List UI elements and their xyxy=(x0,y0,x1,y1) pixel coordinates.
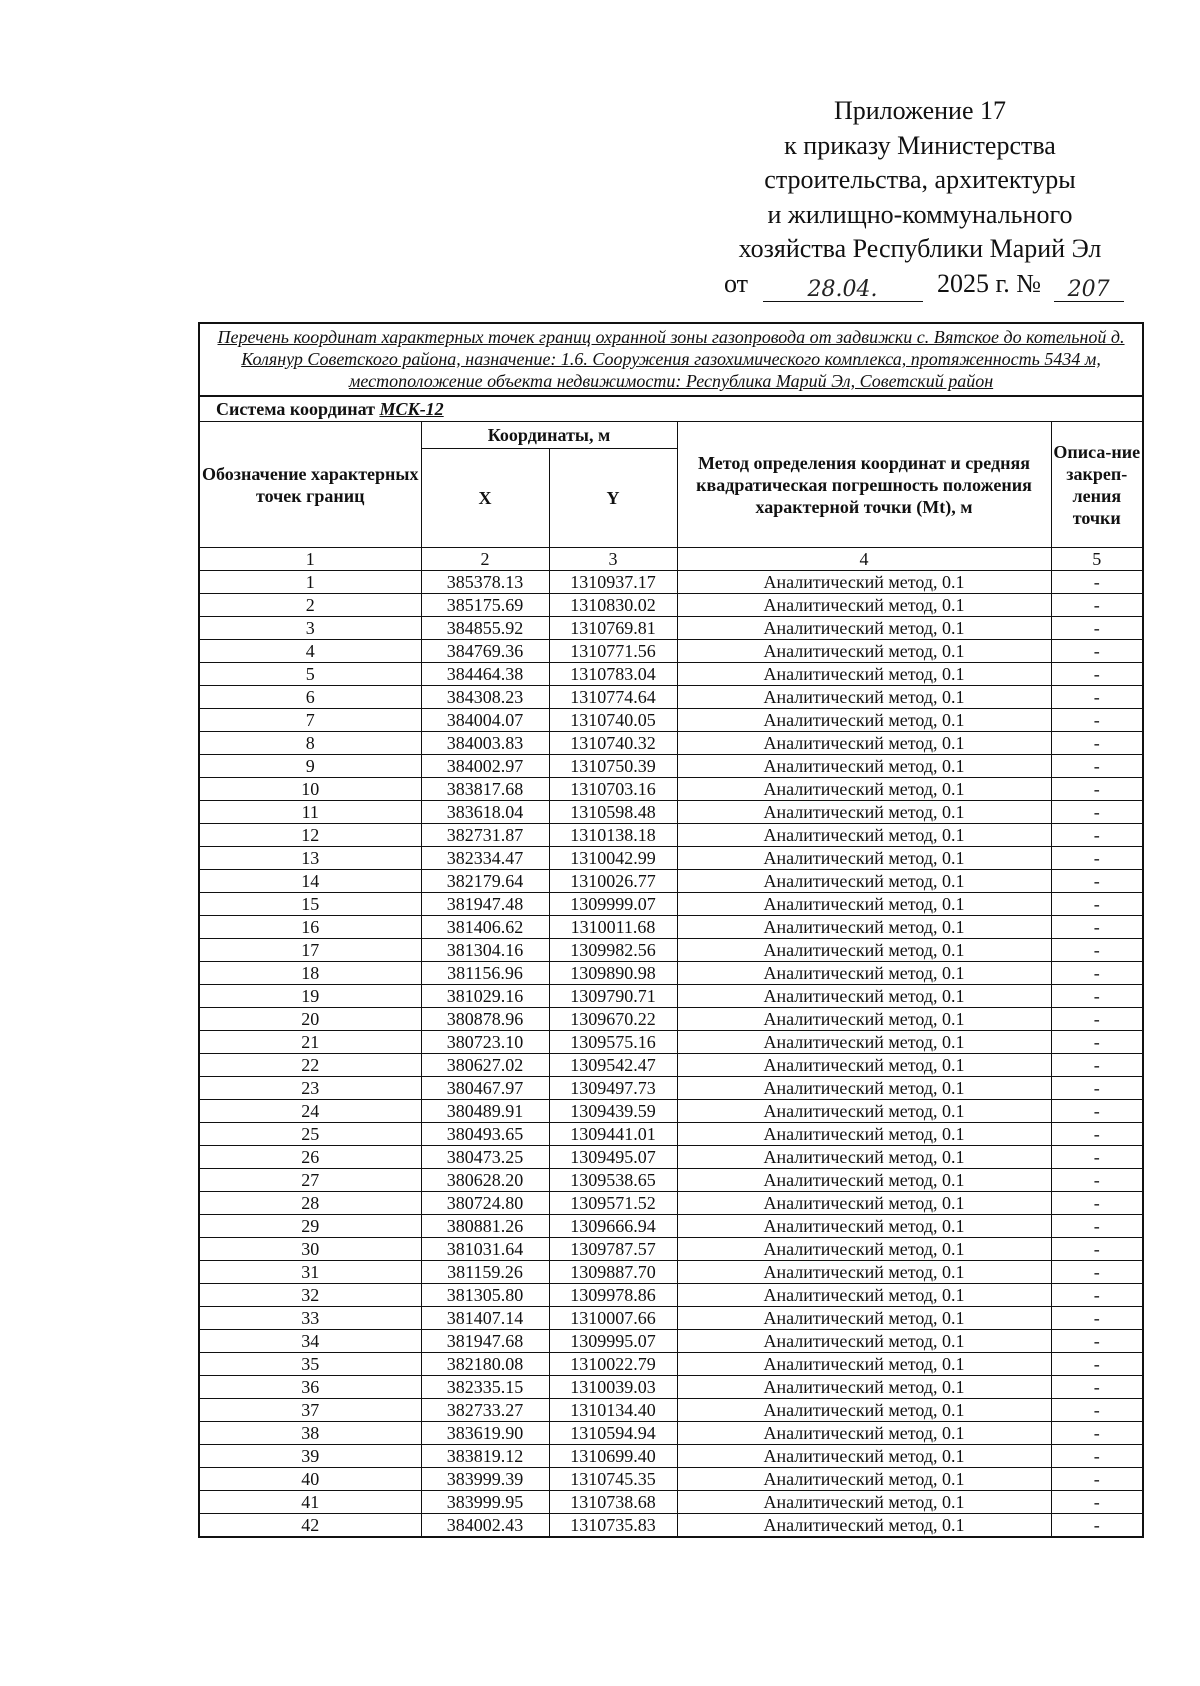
table-row xyxy=(199,1054,1143,1077)
coord-y: 1310138.18 xyxy=(549,824,677,847)
coord-x: 380881.26 xyxy=(421,1215,549,1238)
point-number: 19 xyxy=(199,985,421,1008)
coord-y: 1310738.68 xyxy=(549,1491,677,1514)
coordinates-table xyxy=(198,322,1144,1538)
description-cell: - xyxy=(1051,1192,1143,1215)
point-number: 9 xyxy=(199,755,421,778)
description-cell: - xyxy=(1051,1330,1143,1353)
coord-y: 1309790.71 xyxy=(549,985,677,1008)
coordinate-system-value: МСК-12 xyxy=(379,399,444,419)
description-cell: - xyxy=(1051,1284,1143,1307)
table-row xyxy=(199,1445,1143,1468)
coordinate-system-row xyxy=(199,396,1143,422)
description-cell: - xyxy=(1051,801,1143,824)
table-body xyxy=(199,571,1143,1538)
table-row xyxy=(199,916,1143,939)
table-row xyxy=(199,939,1143,962)
description-cell: - xyxy=(1051,709,1143,732)
coord-x: 380493.65 xyxy=(421,1123,549,1146)
method-cell: Аналитический метод, 0.1 xyxy=(677,1330,1051,1353)
table-row xyxy=(199,1376,1143,1399)
coord-x: 384308.23 xyxy=(421,686,549,709)
method-cell: Аналитический метод, 0.1 xyxy=(677,1468,1051,1491)
method-cell: Аналитический метод, 0.1 xyxy=(677,640,1051,663)
point-number: 5 xyxy=(199,663,421,686)
coord-y: 1309575.16 xyxy=(549,1031,677,1054)
table-row xyxy=(199,1077,1143,1100)
method-cell: Аналитический метод, 0.1 xyxy=(677,824,1051,847)
table-row xyxy=(199,617,1143,640)
coord-x: 385175.69 xyxy=(421,594,549,617)
description-cell: - xyxy=(1051,1054,1143,1077)
table-row xyxy=(199,594,1143,617)
method-cell: Аналитический метод, 0.1 xyxy=(677,709,1051,732)
coord-y: 1309495.07 xyxy=(549,1146,677,1169)
coord-x: 380473.25 xyxy=(421,1146,549,1169)
table-row xyxy=(199,847,1143,870)
point-number: 29 xyxy=(199,1215,421,1238)
coord-y: 1310745.35 xyxy=(549,1468,677,1491)
coord-y: 1310699.40 xyxy=(549,1445,677,1468)
description-cell: - xyxy=(1051,640,1143,663)
method-cell: Аналитический метод, 0.1 xyxy=(677,985,1051,1008)
point-number: 21 xyxy=(199,1031,421,1054)
table-row xyxy=(199,1399,1143,1422)
coord-y: 1310134.40 xyxy=(549,1399,677,1422)
appendix-line: к приказу Министерства xyxy=(784,130,1056,160)
year-and-number-label: 2025 г. № xyxy=(937,268,1042,298)
table-row xyxy=(199,801,1143,824)
method-cell: Аналитический метод, 0.1 xyxy=(677,1169,1051,1192)
method-cell: Аналитический метод, 0.1 xyxy=(677,1307,1051,1330)
point-number: 13 xyxy=(199,847,421,870)
method-cell: Аналитический метод, 0.1 xyxy=(677,732,1051,755)
coord-x: 381407.14 xyxy=(421,1307,549,1330)
coord-y: 1309999.07 xyxy=(549,893,677,916)
coord-x: 384002.97 xyxy=(421,755,549,778)
description-cell: - xyxy=(1051,571,1143,594)
point-number: 42 xyxy=(199,1514,421,1538)
coord-y: 1310783.04 xyxy=(549,663,677,686)
description-cell: - xyxy=(1051,1376,1143,1399)
method-cell: Аналитический метод, 0.1 xyxy=(677,1261,1051,1284)
coord-x: 382733.27 xyxy=(421,1399,549,1422)
point-number: 7 xyxy=(199,709,421,732)
coord-y: 1309542.47 xyxy=(549,1054,677,1077)
point-number: 11 xyxy=(199,801,421,824)
coord-y: 1310042.99 xyxy=(549,847,677,870)
coord-y: 1310026.77 xyxy=(549,870,677,893)
coord-y: 1310011.68 xyxy=(549,916,677,939)
coord-x: 380467.97 xyxy=(421,1077,549,1100)
coord-y: 1309538.65 xyxy=(549,1169,677,1192)
handwritten-date: 28.04. xyxy=(763,273,923,302)
method-cell: Аналитический метод, 0.1 xyxy=(677,1445,1051,1468)
description-cell: - xyxy=(1051,824,1143,847)
column-number: 3 xyxy=(549,548,677,571)
coord-y: 1310598.48 xyxy=(549,801,677,824)
coord-x: 384769.36 xyxy=(421,640,549,663)
method-cell: Аналитический метод, 0.1 xyxy=(677,686,1051,709)
table-row xyxy=(199,1491,1143,1514)
table-row xyxy=(199,962,1143,985)
appendix-line: строительства, архитектуры xyxy=(764,165,1076,194)
method-cell: Аналитический метод, 0.1 xyxy=(677,1008,1051,1031)
method-cell: Аналитический метод, 0.1 xyxy=(677,1146,1051,1169)
table-row xyxy=(199,778,1143,801)
description-cell: - xyxy=(1051,939,1143,962)
method-cell: Аналитический метод, 0.1 xyxy=(677,1077,1051,1100)
method-cell: Аналитический метод, 0.1 xyxy=(677,1100,1051,1123)
coord-x: 383819.12 xyxy=(421,1445,549,1468)
method-cell: Аналитический метод, 0.1 xyxy=(677,1422,1051,1445)
description-cell: - xyxy=(1051,1353,1143,1376)
point-number: 17 xyxy=(199,939,421,962)
description-cell: - xyxy=(1051,732,1143,755)
coord-x: 381156.96 xyxy=(421,962,549,985)
point-number: 35 xyxy=(199,1353,421,1376)
coord-x: 383618.04 xyxy=(421,801,549,824)
description-cell: - xyxy=(1051,663,1143,686)
coord-y: 1310594.94 xyxy=(549,1422,677,1445)
coord-y: 1310830.02 xyxy=(549,594,677,617)
description-cell: - xyxy=(1051,962,1143,985)
table-row xyxy=(199,755,1143,778)
table-row xyxy=(199,870,1143,893)
coord-x: 385378.13 xyxy=(421,571,549,594)
description-cell: - xyxy=(1051,686,1143,709)
coord-y: 1309995.07 xyxy=(549,1330,677,1353)
method-cell: Аналитический метод, 0.1 xyxy=(677,870,1051,893)
point-number: 25 xyxy=(199,1123,421,1146)
appendix-line: хозяйства Республики Марий Эл xyxy=(738,234,1102,263)
coord-y: 1310703.16 xyxy=(549,778,677,801)
point-number: 28 xyxy=(199,1192,421,1215)
description-cell: - xyxy=(1051,1215,1143,1238)
column-number: 1 xyxy=(199,548,421,571)
coord-y: 1309787.57 xyxy=(549,1238,677,1261)
table-row xyxy=(199,1261,1143,1284)
table-row xyxy=(199,1169,1143,1192)
coord-y: 1310740.05 xyxy=(549,709,677,732)
table-row xyxy=(199,1330,1143,1353)
method-cell: Аналитический метод, 0.1 xyxy=(677,1514,1051,1538)
coord-x: 381031.64 xyxy=(421,1238,549,1261)
method-cell: Аналитический метод, 0.1 xyxy=(677,617,1051,640)
order-date-line xyxy=(700,267,1140,302)
description-cell: - xyxy=(1051,1422,1143,1445)
coord-x: 382180.08 xyxy=(421,1353,549,1376)
column-numbers-row xyxy=(199,548,1143,571)
coord-y: 1310039.03 xyxy=(549,1376,677,1399)
coord-x: 383999.39 xyxy=(421,1468,549,1491)
method-cell: Аналитический метод, 0.1 xyxy=(677,1491,1051,1514)
description-cell: - xyxy=(1051,617,1143,640)
description-cell: - xyxy=(1051,1077,1143,1100)
column-number: 5 xyxy=(1051,548,1143,571)
point-number: 16 xyxy=(199,916,421,939)
coord-x: 381159.26 xyxy=(421,1261,549,1284)
coord-x: 382334.47 xyxy=(421,847,549,870)
coord-y: 1310007.66 xyxy=(549,1307,677,1330)
coord-x: 381406.62 xyxy=(421,916,549,939)
coord-y: 1310771.56 xyxy=(549,640,677,663)
description-cell: - xyxy=(1051,1100,1143,1123)
point-number: 10 xyxy=(199,778,421,801)
coord-y: 1309571.52 xyxy=(549,1192,677,1215)
point-number: 1 xyxy=(199,571,421,594)
description-cell: - xyxy=(1051,594,1143,617)
table-row xyxy=(199,709,1143,732)
table-row xyxy=(199,1192,1143,1215)
appendix-line: Приложение 17 xyxy=(833,96,1007,125)
point-number: 33 xyxy=(199,1307,421,1330)
coord-x: 384002.43 xyxy=(421,1514,549,1538)
coord-x: 381029.16 xyxy=(421,985,549,1008)
table-row xyxy=(199,1468,1143,1491)
coord-y: 1310937.17 xyxy=(549,571,677,594)
description-cell: - xyxy=(1051,778,1143,801)
method-cell: Аналитический метод, 0.1 xyxy=(677,916,1051,939)
coord-x: 381947.68 xyxy=(421,1330,549,1353)
table-row xyxy=(199,1514,1143,1538)
method-cell: Аналитический метод, 0.1 xyxy=(677,1353,1051,1376)
point-number: 31 xyxy=(199,1261,421,1284)
point-number: 14 xyxy=(199,870,421,893)
method-cell: Аналитический метод, 0.1 xyxy=(677,1376,1051,1399)
header-designation: Обозначение характерных точек границ xyxy=(199,422,421,548)
column-number: 2 xyxy=(421,548,549,571)
method-cell: Аналитический метод, 0.1 xyxy=(677,663,1051,686)
table-row xyxy=(199,686,1143,709)
coord-y: 1309666.94 xyxy=(549,1215,677,1238)
table-row xyxy=(199,1215,1143,1238)
description-cell: - xyxy=(1051,1008,1143,1031)
coord-x: 381947.48 xyxy=(421,893,549,916)
coord-x: 384004.07 xyxy=(421,709,549,732)
description-cell: - xyxy=(1051,1261,1143,1284)
table-row xyxy=(199,732,1143,755)
table-row xyxy=(199,571,1143,594)
coord-x: 384003.83 xyxy=(421,732,549,755)
method-cell: Аналитический метод, 0.1 xyxy=(677,1215,1051,1238)
description-cell: - xyxy=(1051,1123,1143,1146)
method-cell: Аналитический метод, 0.1 xyxy=(677,962,1051,985)
table-row xyxy=(199,824,1143,847)
coord-x: 380878.96 xyxy=(421,1008,549,1031)
description-cell: - xyxy=(1051,870,1143,893)
method-cell: Аналитический метод, 0.1 xyxy=(677,1192,1051,1215)
description-cell: - xyxy=(1051,916,1143,939)
table-row xyxy=(199,985,1143,1008)
coord-y: 1309441.01 xyxy=(549,1123,677,1146)
table-caption: Перечень координат характерных точек границ охранной зоны газопровода от задвижки с. Вятское до котельной д. Колянур Советского района, назначение: 1.6. Сооружения газохимического комплекса, протяженность 5434 м, местоположение объекта недвижимости: Республика Марий Эл, Советский район xyxy=(199,323,1143,396)
point-number: 39 xyxy=(199,1445,421,1468)
description-cell: - xyxy=(1051,1169,1143,1192)
description-cell: - xyxy=(1051,847,1143,870)
coord-x: 382335.15 xyxy=(421,1376,549,1399)
point-number: 18 xyxy=(199,962,421,985)
method-cell: Аналитический метод, 0.1 xyxy=(677,939,1051,962)
point-number: 37 xyxy=(199,1399,421,1422)
coord-x: 383619.90 xyxy=(421,1422,549,1445)
appendix-line: и жилищно-коммунального xyxy=(767,199,1073,229)
point-number: 38 xyxy=(199,1422,421,1445)
coord-y: 1310750.39 xyxy=(549,755,677,778)
coord-x: 381304.16 xyxy=(421,939,549,962)
point-number: 6 xyxy=(199,686,421,709)
point-number: 27 xyxy=(199,1169,421,1192)
table-row xyxy=(199,640,1143,663)
table-row xyxy=(199,1353,1143,1376)
method-cell: Аналитический метод, 0.1 xyxy=(677,1238,1051,1261)
coord-x: 381305.80 xyxy=(421,1284,549,1307)
point-number: 40 xyxy=(199,1468,421,1491)
method-cell: Аналитический метод, 0.1 xyxy=(677,1399,1051,1422)
point-number: 12 xyxy=(199,824,421,847)
coord-x: 384464.38 xyxy=(421,663,549,686)
coord-x: 383999.95 xyxy=(421,1491,549,1514)
point-number: 4 xyxy=(199,640,421,663)
appendix-header xyxy=(700,94,1140,302)
table-row xyxy=(199,1146,1143,1169)
coord-x: 382179.64 xyxy=(421,870,549,893)
table-row xyxy=(199,1031,1143,1054)
coord-x: 382731.87 xyxy=(421,824,549,847)
description-cell: - xyxy=(1051,1307,1143,1330)
coord-x: 380627.02 xyxy=(421,1054,549,1077)
table-row xyxy=(199,1284,1143,1307)
point-number: 30 xyxy=(199,1238,421,1261)
point-number: 24 xyxy=(199,1100,421,1123)
description-cell: - xyxy=(1051,1238,1143,1261)
point-number: 36 xyxy=(199,1376,421,1399)
coord-x: 380724.80 xyxy=(421,1192,549,1215)
description-cell: - xyxy=(1051,1491,1143,1514)
point-number: 41 xyxy=(199,1491,421,1514)
table-row xyxy=(199,663,1143,686)
description-cell: - xyxy=(1051,1445,1143,1468)
method-cell: Аналитический метод, 0.1 xyxy=(677,1031,1051,1054)
point-number: 34 xyxy=(199,1330,421,1353)
method-cell: Аналитический метод, 0.1 xyxy=(677,755,1051,778)
table-row xyxy=(199,1422,1143,1445)
point-number: 15 xyxy=(199,893,421,916)
method-cell: Аналитический метод, 0.1 xyxy=(677,847,1051,870)
coord-y: 1309439.59 xyxy=(549,1100,677,1123)
coord-y: 1310735.83 xyxy=(549,1514,677,1538)
method-cell: Аналитический метод, 0.1 xyxy=(677,1284,1051,1307)
table-row xyxy=(199,1008,1143,1031)
point-number: 3 xyxy=(199,617,421,640)
table-row xyxy=(199,1100,1143,1123)
method-cell: Аналитический метод, 0.1 xyxy=(677,1123,1051,1146)
point-number: 20 xyxy=(199,1008,421,1031)
coord-y: 1309497.73 xyxy=(549,1077,677,1100)
description-cell: - xyxy=(1051,1514,1143,1538)
header-description: Описа-ние закреп-ления точки xyxy=(1051,422,1143,548)
coord-y: 1310774.64 xyxy=(549,686,677,709)
description-cell: - xyxy=(1051,755,1143,778)
coord-y: 1309670.22 xyxy=(549,1008,677,1031)
header-y: Y xyxy=(549,449,677,548)
table-row xyxy=(199,1123,1143,1146)
coordinate-system-label: Система координат xyxy=(216,399,375,419)
point-number: 32 xyxy=(199,1284,421,1307)
description-cell: - xyxy=(1051,1031,1143,1054)
coord-y: 1309890.98 xyxy=(549,962,677,985)
date-prefix: от xyxy=(724,268,749,298)
coord-x: 380628.20 xyxy=(421,1169,549,1192)
description-cell: - xyxy=(1051,1468,1143,1491)
point-number: 23 xyxy=(199,1077,421,1100)
table-row xyxy=(199,893,1143,916)
method-cell: Аналитический метод, 0.1 xyxy=(677,893,1051,916)
coord-x: 383817.68 xyxy=(421,778,549,801)
description-cell: - xyxy=(1051,893,1143,916)
column-number: 4 xyxy=(677,548,1051,571)
coord-y: 1310022.79 xyxy=(549,1353,677,1376)
description-cell: - xyxy=(1051,1146,1143,1169)
point-number: 22 xyxy=(199,1054,421,1077)
coord-x: 380723.10 xyxy=(421,1031,549,1054)
method-cell: Аналитический метод, 0.1 xyxy=(677,594,1051,617)
coord-x: 380489.91 xyxy=(421,1100,549,1123)
point-number: 2 xyxy=(199,594,421,617)
table-row xyxy=(199,1238,1143,1261)
method-cell: Аналитический метод, 0.1 xyxy=(677,778,1051,801)
method-cell: Аналитический метод, 0.1 xyxy=(677,571,1051,594)
handwritten-order-number: 207 xyxy=(1054,273,1124,302)
description-cell: - xyxy=(1051,985,1143,1008)
point-number: 8 xyxy=(199,732,421,755)
table-row xyxy=(199,1307,1143,1330)
coord-y: 1309982.56 xyxy=(549,939,677,962)
coord-y: 1310769.81 xyxy=(549,617,677,640)
point-number: 26 xyxy=(199,1146,421,1169)
method-cell: Аналитический метод, 0.1 xyxy=(677,801,1051,824)
header-x: X xyxy=(421,449,549,548)
header-method: Метод определения координат и средняя квадратическая погрешность положения характерной точки (Mt), м xyxy=(677,422,1051,548)
description-cell: - xyxy=(1051,1399,1143,1422)
coord-y: 1309887.70 xyxy=(549,1261,677,1284)
coord-y: 1310740.32 xyxy=(549,732,677,755)
coord-x: 384855.92 xyxy=(421,617,549,640)
method-cell: Аналитический метод, 0.1 xyxy=(677,1054,1051,1077)
header-coordinates: Координаты, м xyxy=(421,422,677,449)
coord-y: 1309978.86 xyxy=(549,1284,677,1307)
